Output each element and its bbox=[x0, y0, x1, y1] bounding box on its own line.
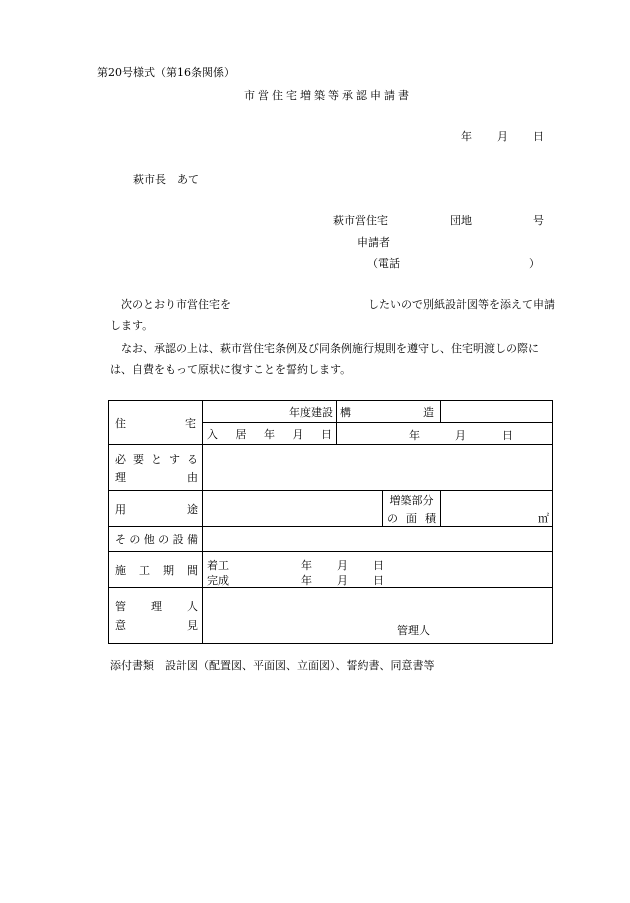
applicant-tel-close: ） bbox=[529, 257, 540, 270]
body-text: したいので別紙設計図等を添えて申請 bbox=[368, 298, 555, 311]
table-row bbox=[109, 552, 553, 588]
use-value[interactable] bbox=[203, 491, 383, 527]
move-in-label: 入 居 年 月 日 bbox=[203, 423, 337, 445]
body-text: なお、承認の上は、萩市営住宅条例及び同条例施行規則を遵守し、住宅明渡しの際に bbox=[121, 342, 539, 355]
start-label: 着工 bbox=[207, 558, 229, 572]
body-text: します。 bbox=[110, 319, 154, 332]
form-number: 第20号様式（第16条関係） bbox=[97, 66, 235, 79]
reason-value[interactable] bbox=[203, 445, 553, 491]
manager-opinion-label: 管 理 人 意 見 bbox=[109, 588, 203, 644]
other-equipment-label: そ の 他 の 設 備 bbox=[109, 527, 203, 552]
use-label: 用 途 bbox=[109, 491, 203, 527]
date-month: 月 bbox=[497, 130, 508, 143]
construction-period-label: 施 工 期 間 bbox=[109, 552, 203, 588]
applicant-danchi: 団地 bbox=[450, 214, 472, 227]
table-row bbox=[109, 445, 553, 491]
applicant-label: 申請者 bbox=[357, 236, 390, 249]
page-title: 市営住宅増築等承認申請書 bbox=[244, 89, 412, 102]
manager-sign: 管理人 bbox=[397, 623, 430, 637]
structure-label: 構 造 bbox=[337, 401, 441, 423]
finish-label: 完成 bbox=[207, 573, 229, 587]
area-value[interactable] bbox=[441, 491, 553, 527]
applicant-tel: （電話 bbox=[367, 257, 400, 270]
table-row bbox=[109, 588, 553, 644]
applicant-go: 号 bbox=[533, 214, 544, 227]
structure-value[interactable] bbox=[441, 401, 553, 423]
applicant-address: 萩市営住宅 bbox=[333, 214, 388, 227]
body-text: は、自費をもって原状に復すことを誓約します。 bbox=[110, 363, 352, 376]
move-date[interactable]: 年 月 日 bbox=[337, 423, 553, 445]
date-year: 年 bbox=[461, 130, 472, 143]
manager-opinion-value[interactable] bbox=[203, 588, 553, 644]
reason-label: 必 要 と す る 理 由 bbox=[109, 445, 203, 491]
other-equipment-value[interactable] bbox=[203, 527, 553, 552]
area-unit: ㎡ bbox=[538, 512, 549, 525]
application-table bbox=[108, 400, 553, 644]
table-row bbox=[109, 527, 553, 552]
year-built-cell[interactable]: 年度建設 bbox=[203, 401, 337, 423]
date-day: 日 bbox=[533, 130, 544, 143]
housing-label: 住 宅 bbox=[109, 401, 203, 445]
addressee: 萩市長 あて bbox=[133, 173, 199, 186]
body-text: 次のとおり市営住宅を bbox=[121, 298, 231, 311]
attachments: 添付書類 設計図（配置図、平面図、立面図）、誓約書、同意書等 bbox=[110, 659, 435, 672]
table-row bbox=[109, 491, 553, 527]
area-label: 増築部分 の 面 積 bbox=[383, 491, 441, 527]
table-row bbox=[109, 401, 553, 423]
construction-period-value[interactable]: 着工 年 月 日 完成 年 月 日 bbox=[203, 552, 553, 588]
